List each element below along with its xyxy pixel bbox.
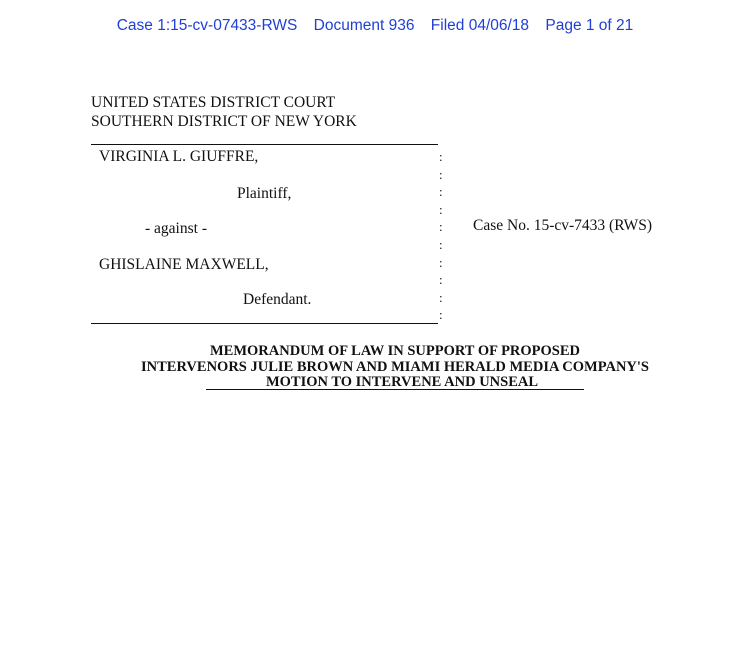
- ecf-case-number: Case 1:15-cv-07433-RWS: [116, 17, 298, 34]
- title-line-1: MEMORANDUM OF LAW IN SUPPORT OF PROPOSED: [209, 343, 581, 359]
- defendant-role: Defendant.: [243, 291, 312, 308]
- case-number: Case No. 15-cv-7433 (RWS): [473, 217, 653, 234]
- ecf-filed-date: Filed 04/06/18: [430, 17, 530, 34]
- ecf-document-number: Document 936: [313, 17, 415, 34]
- court-name: [91, 93, 357, 131]
- caption-bottom-rule: [91, 323, 438, 324]
- ecf-page-number: Page 1 of 21: [545, 17, 634, 34]
- caption-top-rule: [91, 144, 438, 145]
- title-line-2: INTERVENORS JULIE BROWN AND MIAMI HERALD MEDIA COMPANY'S: [141, 358, 649, 375]
- against-label: - against -: [145, 220, 207, 237]
- court-line-2: SOUTHERN DISTRICT OF NEW YORK: [91, 113, 357, 130]
- defendant-name: GHISLAINE MAXWELL,: [99, 256, 269, 273]
- plaintiff-name: VIRGINIA L. GIUFFRE,: [99, 148, 259, 165]
- ecf-header: [0, 17, 750, 35]
- caption-colon-column: : : : : : : : : : :: [439, 149, 443, 323]
- court-line-1: UNITED STATES DISTRICT COURT: [91, 94, 336, 111]
- plaintiff-role: Plaintiff,: [237, 185, 292, 202]
- title-line-3: MOTION TO INTERVENE AND UNSEAL: [206, 375, 584, 390]
- document-title: [0, 344, 750, 391]
